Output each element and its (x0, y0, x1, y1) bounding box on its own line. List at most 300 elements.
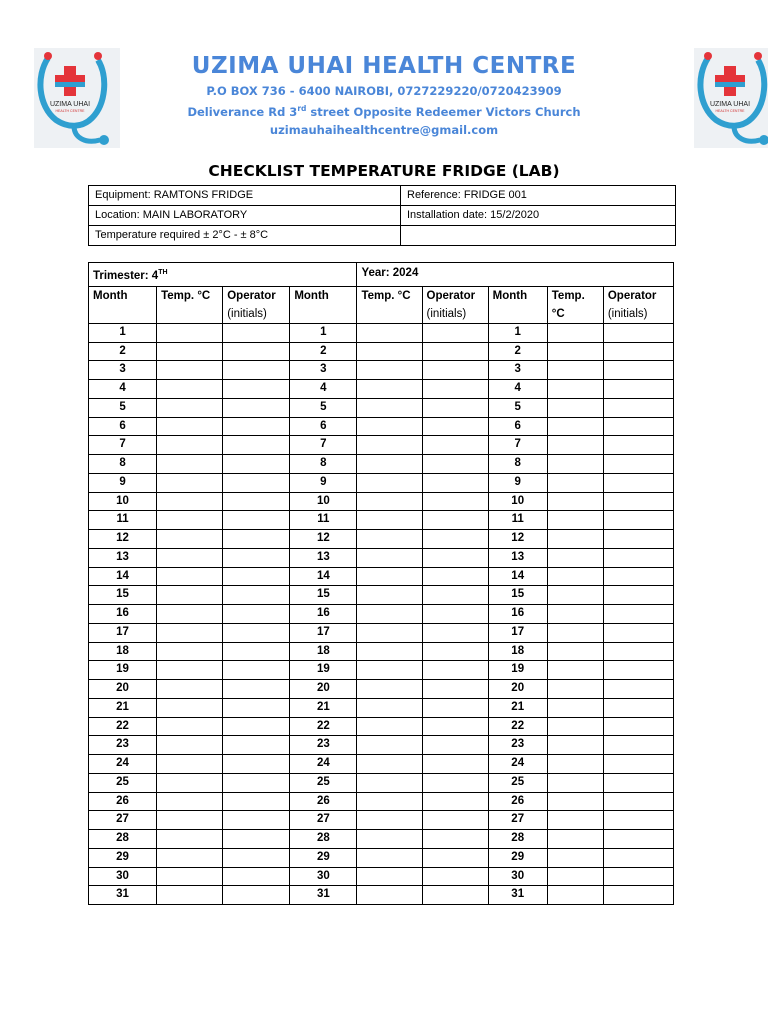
operator-initials-cell[interactable] (603, 886, 673, 905)
day-number-cell: 2 (89, 342, 157, 361)
temperature-entry-cell[interactable] (157, 473, 223, 492)
day-number-cell: 24 (488, 755, 547, 774)
table-row (89, 548, 674, 567)
day-number-cell: 8 (89, 455, 157, 474)
day-number-cell: 29 (290, 848, 357, 867)
operator-initials-cell[interactable] (422, 811, 488, 830)
table-row (89, 586, 674, 605)
day-number-cell: 5 (89, 398, 157, 417)
day-number-cell: 30 (89, 867, 157, 886)
day-number-cell: 4 (89, 380, 157, 399)
operator-initials-cell[interactable] (422, 623, 488, 642)
operator-initials-cell[interactable] (603, 717, 673, 736)
temperature-entry-cell[interactable] (357, 398, 422, 417)
logo-text: UZIMA UHAI (709, 101, 751, 108)
temperature-entry-cell[interactable] (547, 361, 603, 380)
day-number-cell: 16 (488, 605, 547, 624)
day-number-cell: 21 (488, 698, 547, 717)
temperature-entry-cell[interactable] (357, 698, 422, 717)
table-row (89, 661, 674, 680)
temperature-entry-cell[interactable] (547, 680, 603, 699)
temperature-required-cell: Temperature required ± 2°C - ± 8°C (89, 226, 401, 246)
operator-initials-cell[interactable] (422, 342, 488, 361)
operator-initials-cell[interactable] (422, 717, 488, 736)
operator-initials-cell[interactable] (223, 511, 290, 530)
operator-initials-cell[interactable] (223, 548, 290, 567)
table-row (89, 398, 674, 417)
temperature-entry-cell[interactable] (357, 811, 422, 830)
svg-text:HEALTH CENTRE: HEALTH CENTRE (55, 109, 85, 113)
operator-initials-cell[interactable] (223, 361, 290, 380)
day-number-cell: 28 (488, 830, 547, 849)
operator-initials-cell[interactable] (603, 342, 673, 361)
operator-initials-cell[interactable] (223, 661, 290, 680)
table-row (89, 717, 674, 736)
table-row (89, 380, 674, 399)
operator-initials-cell[interactable] (223, 417, 290, 436)
temperature-entry-cell[interactable] (157, 680, 223, 699)
operator-initials-cell[interactable] (422, 511, 488, 530)
temperature-entry-cell[interactable] (357, 773, 422, 792)
table-row (89, 473, 674, 492)
operator-initials-cell[interactable] (422, 848, 488, 867)
operator-initials-cell[interactable] (422, 830, 488, 849)
operator-initials-cell[interactable] (223, 848, 290, 867)
operator-initials-cell[interactable] (603, 830, 673, 849)
day-number-cell: 10 (89, 492, 157, 511)
temperature-entry-cell[interactable] (357, 380, 422, 399)
temperature-entry-cell[interactable] (157, 773, 223, 792)
temperature-entry-cell[interactable] (357, 642, 422, 661)
blank-cell (401, 226, 676, 246)
operator-initials-cell[interactable] (223, 398, 290, 417)
operator-initials-cell[interactable] (422, 792, 488, 811)
temperature-entry-cell[interactable] (157, 323, 223, 342)
temperature-entry-cell[interactable] (357, 586, 422, 605)
operator-initials-cell[interactable] (603, 548, 673, 567)
operator-initials-cell[interactable] (603, 323, 673, 342)
temperature-entry-cell[interactable] (157, 548, 223, 567)
operator-initials-cell[interactable] (223, 867, 290, 886)
operator-initials-cell[interactable] (223, 605, 290, 624)
day-number-cell: 15 (290, 586, 357, 605)
day-number-cell: 16 (89, 605, 157, 624)
operator-initials-cell[interactable] (422, 867, 488, 886)
temperature-entry-cell[interactable] (157, 717, 223, 736)
operator-initials-cell[interactable] (422, 398, 488, 417)
operator-initials-cell[interactable] (223, 642, 290, 661)
temperature-entry-cell[interactable] (157, 455, 223, 474)
operator-initials-cell[interactable] (223, 380, 290, 399)
temperature-entry-cell[interactable] (547, 567, 603, 586)
day-number-cell: 7 (290, 436, 357, 455)
operator-initials-cell[interactable] (422, 661, 488, 680)
day-number-cell: 5 (488, 398, 547, 417)
temperature-entry-cell[interactable] (157, 848, 223, 867)
operator-initials-cell[interactable] (223, 436, 290, 455)
operator-initials-cell[interactable] (422, 755, 488, 774)
day-number-cell: 28 (290, 830, 357, 849)
temperature-entry-cell[interactable] (357, 886, 422, 905)
temperature-entry-cell[interactable] (157, 623, 223, 642)
day-number-cell: 14 (89, 567, 157, 586)
operator-initials-cell[interactable] (603, 811, 673, 830)
temperature-entry-cell[interactable] (357, 680, 422, 699)
operator-initials-cell[interactable] (422, 642, 488, 661)
operator-initials-cell[interactable] (603, 567, 673, 586)
operator-initials-cell[interactable] (223, 586, 290, 605)
temperature-entry-cell[interactable] (547, 492, 603, 511)
temperature-entry-cell[interactable] (157, 398, 223, 417)
temperature-entry-cell[interactable] (357, 567, 422, 586)
operator-initials-cell[interactable] (223, 755, 290, 774)
operator-initials-cell[interactable] (422, 680, 488, 699)
operator-initials-cell[interactable] (422, 530, 488, 549)
day-number-cell: 5 (290, 398, 357, 417)
day-number-cell: 7 (89, 436, 157, 455)
operator-initials-cell[interactable] (603, 605, 673, 624)
table-row (89, 323, 674, 342)
operator-initials-cell[interactable] (223, 792, 290, 811)
temperature-entry-cell[interactable] (157, 642, 223, 661)
temperature-entry-cell[interactable] (157, 811, 223, 830)
operator-initials-cell[interactable] (223, 567, 290, 586)
temperature-entry-cell[interactable] (157, 755, 223, 774)
temperature-entry-cell[interactable] (157, 380, 223, 399)
temperature-entry-cell[interactable] (357, 736, 422, 755)
day-number-cell: 23 (290, 736, 357, 755)
document-title: CHECKLIST TEMPERATURE FRIDGE (LAB) (208, 162, 560, 180)
temperature-entry-cell[interactable] (547, 811, 603, 830)
operator-initials-cell[interactable] (223, 323, 290, 342)
table-row (89, 755, 674, 774)
operator-initials-cell[interactable] (603, 680, 673, 699)
day-number-cell: 11 (290, 511, 357, 530)
table-row (89, 455, 674, 474)
day-number-cell: 11 (488, 511, 547, 530)
operator-initials-cell[interactable] (422, 586, 488, 605)
table-row (89, 642, 674, 661)
day-number-cell: 18 (488, 642, 547, 661)
operator-initials-cell[interactable] (603, 642, 673, 661)
day-number-cell: 17 (290, 623, 357, 642)
trimester-cell: Trimester: 4TH (89, 263, 357, 287)
temp-header: Temp. °C (357, 286, 422, 323)
temperature-entry-cell[interactable] (357, 867, 422, 886)
temperature-entry-cell[interactable] (357, 473, 422, 492)
temperature-entry-cell[interactable] (357, 323, 422, 342)
table-row (89, 361, 674, 380)
day-number-cell: 8 (488, 455, 547, 474)
day-number-cell: 22 (488, 717, 547, 736)
temperature-entry-cell[interactable] (157, 361, 223, 380)
table-row (89, 511, 674, 530)
operator-initials-cell[interactable] (603, 661, 673, 680)
operator-header: Operator (initials) (603, 286, 673, 323)
temperature-entry-cell[interactable] (357, 605, 422, 624)
temperature-entry-cell[interactable] (547, 605, 603, 624)
temperature-entry-cell[interactable] (157, 530, 223, 549)
table-row (89, 417, 674, 436)
temperature-entry-cell[interactable] (547, 342, 603, 361)
operator-initials-cell[interactable] (422, 455, 488, 474)
operator-initials-cell[interactable] (603, 473, 673, 492)
operator-initials-cell[interactable] (223, 698, 290, 717)
operator-initials-cell[interactable] (422, 773, 488, 792)
temperature-entry-cell[interactable] (547, 417, 603, 436)
day-number-cell: 2 (488, 342, 547, 361)
temperature-entry-cell[interactable] (547, 623, 603, 642)
table-row (89, 736, 674, 755)
letterhead (120, 50, 648, 139)
day-number-cell: 13 (290, 548, 357, 567)
day-number-cell: 23 (89, 736, 157, 755)
temperature-entry-cell[interactable] (357, 455, 422, 474)
temperature-entry-cell[interactable] (547, 380, 603, 399)
operator-initials-cell[interactable] (422, 886, 488, 905)
street-address: Deliverance Rd 3rd street Opposite Redeemer Victors Church (187, 104, 581, 119)
temperature-entry-cell[interactable] (157, 792, 223, 811)
day-number-cell: 10 (290, 492, 357, 511)
temperature-entry-cell[interactable] (547, 830, 603, 849)
operator-initials-cell[interactable] (603, 755, 673, 774)
operator-initials-cell[interactable] (422, 736, 488, 755)
temperature-entry-cell[interactable] (547, 867, 603, 886)
day-number-cell: 22 (290, 717, 357, 736)
temperature-entry-cell[interactable] (357, 661, 422, 680)
reference-cell: Reference: FRIDGE 001 (401, 186, 676, 206)
day-number-cell: 19 (488, 661, 547, 680)
day-number-cell: 1 (89, 323, 157, 342)
operator-header: Operator (initials) (422, 286, 488, 323)
temperature-entry-cell[interactable] (547, 642, 603, 661)
equipment-info-table (88, 185, 676, 246)
day-number-cell: 17 (89, 623, 157, 642)
svg-text:HEALTH CENTRE: HEALTH CENTRE (715, 109, 745, 113)
table-row (89, 342, 674, 361)
operator-initials-cell[interactable] (223, 886, 290, 905)
month-header: Month (488, 286, 547, 323)
operator-initials-cell[interactable] (223, 492, 290, 511)
day-number-cell: 21 (89, 698, 157, 717)
temperature-entry-cell[interactable] (157, 492, 223, 511)
temperature-entry-cell[interactable] (357, 436, 422, 455)
day-number-cell: 30 (290, 867, 357, 886)
temperature-entry-cell[interactable] (357, 492, 422, 511)
operator-initials-cell[interactable] (422, 698, 488, 717)
day-number-cell: 3 (488, 361, 547, 380)
temperature-entry-cell[interactable] (547, 473, 603, 492)
table-row (89, 436, 674, 455)
operator-initials-cell[interactable] (223, 473, 290, 492)
operator-initials-cell[interactable] (223, 623, 290, 642)
operator-initials-cell[interactable] (422, 548, 488, 567)
temperature-entry-cell[interactable] (357, 342, 422, 361)
email-address: uzimauhaihealthcentre@gmail.com (269, 122, 499, 137)
day-number-cell: 4 (290, 380, 357, 399)
temperature-entry-cell[interactable] (547, 530, 603, 549)
operator-initials-cell[interactable] (422, 417, 488, 436)
table-row (89, 567, 674, 586)
clinic-logo-left (34, 48, 120, 152)
day-number-cell: 16 (290, 605, 357, 624)
day-number-cell: 7 (488, 436, 547, 455)
operator-initials-cell[interactable] (603, 511, 673, 530)
operator-initials-cell[interactable] (223, 342, 290, 361)
temperature-entry-cell[interactable] (547, 511, 603, 530)
table-row (89, 623, 674, 642)
operator-initials-cell[interactable] (603, 417, 673, 436)
temperature-entry-cell[interactable] (157, 830, 223, 849)
day-number-cell: 20 (488, 680, 547, 699)
temperature-entry-cell[interactable] (547, 661, 603, 680)
operator-initials-cell[interactable] (422, 492, 488, 511)
column-header-row (89, 286, 674, 323)
day-number-cell: 22 (89, 717, 157, 736)
temperature-entry-cell[interactable] (547, 755, 603, 774)
temperature-entry-cell[interactable] (547, 436, 603, 455)
day-number-cell: 9 (290, 473, 357, 492)
day-number-cell: 20 (290, 680, 357, 699)
operator-initials-cell[interactable] (422, 473, 488, 492)
day-number-cell: 13 (488, 548, 547, 567)
operator-initials-cell[interactable] (603, 623, 673, 642)
temperature-entry-cell[interactable] (547, 736, 603, 755)
operator-initials-cell[interactable] (603, 492, 673, 511)
clinic-logo-right (694, 48, 768, 152)
temperature-entry-cell[interactable] (357, 717, 422, 736)
temperature-entry-cell[interactable] (547, 848, 603, 867)
day-number-cell: 12 (488, 530, 547, 549)
operator-header: Operator (initials) (223, 286, 290, 323)
day-number-cell: 25 (89, 773, 157, 792)
temperature-entry-cell[interactable] (157, 417, 223, 436)
temperature-entry-cell[interactable] (357, 792, 422, 811)
day-number-cell: 3 (290, 361, 357, 380)
day-number-cell: 1 (488, 323, 547, 342)
table-row (89, 792, 674, 811)
operator-initials-cell[interactable] (603, 736, 673, 755)
day-number-cell: 23 (488, 736, 547, 755)
operator-initials-cell[interactable] (422, 605, 488, 624)
temperature-entry-cell[interactable] (357, 830, 422, 849)
temperature-entry-cell[interactable] (157, 511, 223, 530)
day-number-cell: 26 (89, 792, 157, 811)
temperature-entry-cell[interactable] (547, 455, 603, 474)
operator-initials-cell[interactable] (603, 455, 673, 474)
temperature-entry-cell[interactable] (157, 436, 223, 455)
operator-initials-cell[interactable] (422, 380, 488, 399)
day-number-cell: 6 (89, 417, 157, 436)
operator-initials-cell[interactable] (603, 848, 673, 867)
temperature-entry-cell[interactable] (547, 886, 603, 905)
operator-initials-cell[interactable] (603, 398, 673, 417)
day-number-cell: 2 (290, 342, 357, 361)
day-number-cell: 10 (488, 492, 547, 511)
operator-initials-cell[interactable] (603, 867, 673, 886)
operator-initials-cell[interactable] (603, 380, 673, 399)
day-number-cell: 31 (488, 886, 547, 905)
temperature-entry-cell[interactable] (357, 623, 422, 642)
operator-initials-cell[interactable] (223, 773, 290, 792)
operator-initials-cell[interactable] (422, 361, 488, 380)
temperature-entry-cell[interactable] (357, 511, 422, 530)
temperature-entry-cell[interactable] (547, 398, 603, 417)
day-number-cell: 20 (89, 680, 157, 699)
temperature-entry-cell[interactable] (547, 698, 603, 717)
operator-initials-cell[interactable] (603, 586, 673, 605)
temperature-entry-cell[interactable] (357, 530, 422, 549)
temperature-entry-cell[interactable] (157, 567, 223, 586)
year-cell: Year: 2024 (357, 263, 674, 287)
day-number-cell: 17 (488, 623, 547, 642)
temperature-entry-cell[interactable] (547, 717, 603, 736)
day-number-cell: 15 (488, 586, 547, 605)
temperature-entry-cell[interactable] (157, 586, 223, 605)
temperature-entry-cell[interactable] (547, 586, 603, 605)
table-row (89, 492, 674, 511)
day-number-cell: 24 (89, 755, 157, 774)
operator-initials-cell[interactable] (223, 530, 290, 549)
operator-initials-cell[interactable] (223, 736, 290, 755)
installation-date-cell: Installation date: 15/2/2020 (401, 206, 676, 226)
day-number-cell: 29 (488, 848, 547, 867)
logo-text: UZIMA UHAI (49, 101, 91, 108)
operator-initials-cell[interactable] (223, 680, 290, 699)
temperature-entry-cell[interactable] (157, 886, 223, 905)
postal-address: P.O BOX 736 - 6400 NAIROBI, 0727229220/0720423909 (206, 84, 562, 98)
operator-initials-cell[interactable] (223, 455, 290, 474)
temperature-entry-cell[interactable] (357, 848, 422, 867)
temperature-entry-cell[interactable] (357, 755, 422, 774)
temperature-entry-cell[interactable] (357, 361, 422, 380)
temperature-entry-cell[interactable] (157, 342, 223, 361)
operator-initials-cell[interactable] (603, 361, 673, 380)
temperature-entry-cell[interactable] (157, 605, 223, 624)
operator-initials-cell[interactable] (603, 792, 673, 811)
temperature-entry-cell[interactable] (157, 661, 223, 680)
temperature-entry-cell[interactable] (547, 792, 603, 811)
day-number-cell: 27 (290, 811, 357, 830)
day-number-cell: 18 (290, 642, 357, 661)
temperature-entry-cell[interactable] (547, 323, 603, 342)
temperature-entry-cell[interactable] (157, 867, 223, 886)
operator-initials-cell[interactable] (422, 436, 488, 455)
day-number-cell: 6 (290, 417, 357, 436)
operator-initials-cell[interactable] (223, 811, 290, 830)
operator-initials-cell[interactable] (603, 530, 673, 549)
temperature-entry-cell[interactable] (547, 773, 603, 792)
operator-initials-cell[interactable] (603, 773, 673, 792)
operator-initials-cell[interactable] (223, 830, 290, 849)
temperature-entry-cell[interactable] (157, 736, 223, 755)
operator-initials-cell[interactable] (223, 717, 290, 736)
table-row (89, 830, 674, 849)
day-number-cell: 15 (89, 586, 157, 605)
operator-initials-cell[interactable] (422, 323, 488, 342)
operator-initials-cell[interactable] (603, 436, 673, 455)
day-number-cell: 31 (89, 886, 157, 905)
day-number-cell: 19 (290, 661, 357, 680)
operator-initials-cell[interactable] (422, 567, 488, 586)
day-number-cell: 24 (290, 755, 357, 774)
temperature-entry-cell[interactable] (547, 548, 603, 567)
temperature-entry-cell[interactable] (357, 548, 422, 567)
temperature-entry-cell[interactable] (357, 417, 422, 436)
temperature-entry-cell[interactable] (157, 698, 223, 717)
table-row (89, 698, 674, 717)
operator-initials-cell[interactable] (603, 698, 673, 717)
